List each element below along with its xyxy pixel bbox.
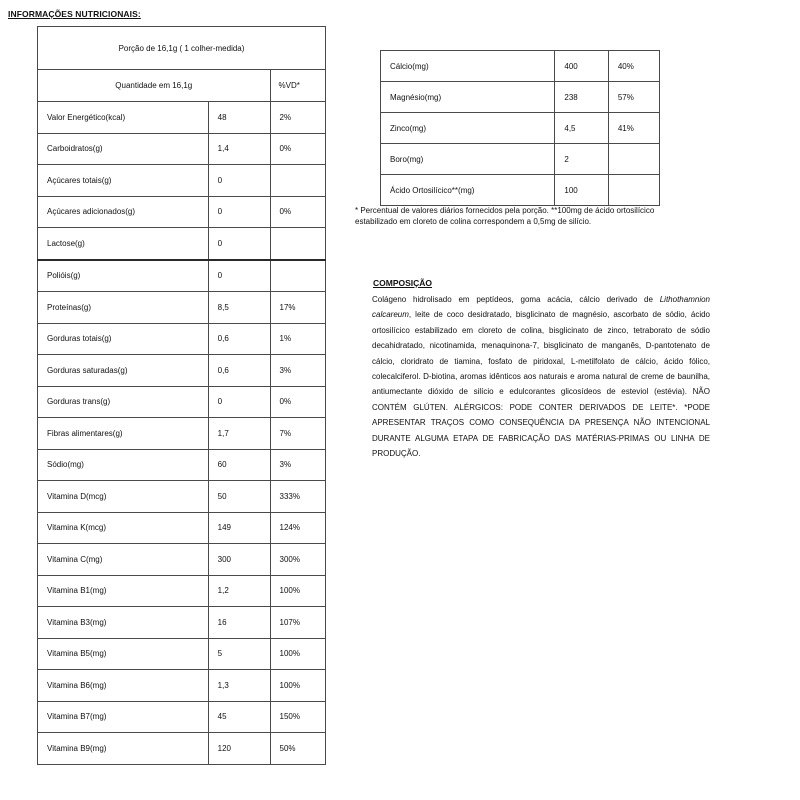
- nutrient-name: Ácido Ortosilícico**(mg): [381, 175, 555, 206]
- nutrient-quantity: 50: [208, 481, 270, 513]
- nutrient-quantity: 48: [208, 102, 270, 134]
- nutrient-vd: 3%: [270, 449, 325, 481]
- nutrient-vd: 0%: [270, 133, 325, 165]
- nutrient-quantity: 0: [208, 196, 270, 228]
- table-row: [38, 512, 326, 544]
- nutrient-name: Lactose(g): [38, 228, 209, 260]
- table-row: [38, 133, 326, 165]
- nutrient-vd: 1%: [270, 323, 325, 355]
- nutrient-vd: 150%: [270, 701, 325, 733]
- table-row: [381, 51, 660, 82]
- nutrient-vd: [270, 260, 325, 292]
- table-row: [38, 228, 326, 260]
- table-row: [38, 670, 326, 702]
- nutrient-vd: [608, 144, 659, 175]
- nutrient-vd: [270, 165, 325, 197]
- nutrient-quantity: 5: [208, 638, 270, 670]
- footnote: * Percentual de valores diários fornecidos pela porção. **100mg de ácido ortosilícico estabilizado em cloreto de colina correspondem a 0,5mg de silício.: [355, 206, 655, 226]
- table-row: [381, 113, 660, 144]
- nutrient-quantity: 0,6: [208, 355, 270, 387]
- table-row: [38, 355, 326, 387]
- table-row: [38, 638, 326, 670]
- nutrient-name: Gorduras saturadas(g): [38, 355, 209, 387]
- nutrient-vd: 300%: [270, 544, 325, 576]
- nutrient-name: Gorduras totais(g): [38, 323, 209, 355]
- nutrient-name: Magnésio(mg): [381, 82, 555, 113]
- nutrient-name: Vitamina K(mcg): [38, 512, 209, 544]
- nutrient-quantity: 0: [208, 386, 270, 418]
- nutrient-quantity: 120: [208, 733, 270, 765]
- nutrient-quantity: 100: [555, 175, 608, 206]
- nutrient-name: Boro(mg): [381, 144, 555, 175]
- nutrient-quantity: 45: [208, 701, 270, 733]
- nutrient-vd: 100%: [270, 575, 325, 607]
- nutrient-quantity: 0: [208, 165, 270, 197]
- table-row: [38, 165, 326, 197]
- table-row: [38, 607, 326, 639]
- nutrient-quantity: 238: [555, 82, 608, 113]
- table-row: [38, 386, 326, 418]
- nutrient-quantity: 16: [208, 607, 270, 639]
- table-row: [38, 481, 326, 513]
- nutrient-name: Vitamina B6(mg): [38, 670, 209, 702]
- nutrient-name: Zinco(mg): [381, 113, 555, 144]
- quantity-header: Quantidade em 16,1g: [38, 70, 271, 102]
- composition-text: [372, 292, 710, 461]
- table-row: [38, 260, 326, 292]
- nutrient-vd: 100%: [270, 670, 325, 702]
- portion-cell: Porção de 16,1g ( 1 colher-medida): [38, 27, 326, 70]
- nutrient-name: Vitamina D(mcg): [38, 481, 209, 513]
- nutrient-vd: 100%: [270, 638, 325, 670]
- nutrient-quantity: 1,3: [208, 670, 270, 702]
- nutrient-vd: 0%: [270, 386, 325, 418]
- table-row: [38, 449, 326, 481]
- vd-header: %VD*: [270, 70, 325, 102]
- nutrient-name: Polióis(g): [38, 260, 209, 292]
- nutrient-vd: 124%: [270, 512, 325, 544]
- nutrient-name: Valor Energético(kcal): [38, 102, 209, 134]
- composition-text-part1: Colágeno hidrolisado em peptídeos, goma acácia, cálcio derivado de: [372, 295, 660, 304]
- nutrient-vd: 0%: [270, 196, 325, 228]
- nutrient-quantity: 0: [208, 260, 270, 292]
- nutrient-quantity: 4,5: [555, 113, 608, 144]
- header-row: [38, 70, 326, 102]
- table-row: [38, 292, 326, 324]
- nutrient-quantity: 2: [555, 144, 608, 175]
- nutrient-quantity: 1,4: [208, 133, 270, 165]
- nutrient-quantity: 0: [208, 228, 270, 260]
- nutrient-vd: 50%: [270, 733, 325, 765]
- page-heading: INFORMAÇÕES NUTRICIONAIS:: [8, 9, 141, 19]
- nutrient-name: Vitamina B1(mg): [38, 575, 209, 607]
- nutrient-quantity: 1,2: [208, 575, 270, 607]
- table-row: [38, 733, 326, 765]
- table-row: [38, 575, 326, 607]
- nutrient-name: Vitamina C(mg): [38, 544, 209, 576]
- table-row: [381, 144, 660, 175]
- table-row: [38, 102, 326, 134]
- nutrient-quantity: 60: [208, 449, 270, 481]
- nutrient-vd: 2%: [270, 102, 325, 134]
- nutrient-quantity: 1,7: [208, 418, 270, 450]
- table-row: [381, 175, 660, 206]
- nutrient-name: Cálcio(mg): [381, 51, 555, 82]
- nutrient-vd: 3%: [270, 355, 325, 387]
- nutrient-name: Carboidratos(g): [38, 133, 209, 165]
- nutrient-name: Proteínas(g): [38, 292, 209, 324]
- portion-row: [38, 27, 326, 70]
- nutrient-name: Vitamina B5(mg): [38, 638, 209, 670]
- nutrient-vd: 17%: [270, 292, 325, 324]
- nutrient-name: Vitamina B3(mg): [38, 607, 209, 639]
- nutrient-vd: [608, 175, 659, 206]
- nutrient-name: Gorduras trans(g): [38, 386, 209, 418]
- table-row: [38, 544, 326, 576]
- table-row: [38, 418, 326, 450]
- nutrient-vd: 107%: [270, 607, 325, 639]
- nutrient-vd: [270, 228, 325, 260]
- nutrient-name: Fibras alimentares(g): [38, 418, 209, 450]
- nutrient-name: Açúcares totais(g): [38, 165, 209, 197]
- nutrition-table: [37, 26, 326, 765]
- nutrient-quantity: 0,6: [208, 323, 270, 355]
- composition-text-part2: , leite de coco desidratado, bisglicinato de magnésio, ascorbato de sódio, ácido ortosilícico estabilizado em cloreto de colina, bisglicinato de zinco, tetraborato de sódio decahidratado, nicotinamida, menaquinona-7, bisglicinato de manganês, D-pantotenato de cálcio, cloridrato de tiamina, fosfato de piridoxal, L-metilfolato de cálcio, ácido fólico, colecalciferol. D-biotina, aromas idênticos aos naturais e aroma natural de creme de baunilha, antiumectante dióxido de silício e edulcorantes glicosídeos de esteviol (estévia). NÃO CONTÉM GLÚTEN. ALÉRGICOS: PODE CONTER DERIVADOS DE LEITE*. *PODE APRESENTAR TRAÇOS COMO CONSEQUÊNCIA DA PRESENÇA NÃO INTENCIONAL DURANTE ALGUMA ETAPA DE FABRICAÇÃO DAS MATÉRIAS-PRIMAS OU LINHA DE PRODUÇÃO.: [372, 310, 710, 459]
- table-row: [38, 196, 326, 228]
- nutrient-vd: 41%: [608, 113, 659, 144]
- nutrient-quantity: 149: [208, 512, 270, 544]
- composition-title: COMPOSIÇÃO: [373, 278, 433, 288]
- nutrient-vd: 7%: [270, 418, 325, 450]
- nutrient-name: Vitamina B7(mg): [38, 701, 209, 733]
- nutrient-quantity: 400: [555, 51, 608, 82]
- nutrient-quantity: 300: [208, 544, 270, 576]
- table-row: [381, 82, 660, 113]
- table-row: [38, 323, 326, 355]
- minerals-table: [380, 50, 660, 206]
- nutrient-name: Vitamina B9(mg): [38, 733, 209, 765]
- nutrient-name: Sódio(mg): [38, 449, 209, 481]
- nutrient-vd: 333%: [270, 481, 325, 513]
- nutrient-vd: 40%: [608, 51, 659, 82]
- nutrient-vd: 57%: [608, 82, 659, 113]
- nutrient-name: Açúcares adicionados(g): [38, 196, 209, 228]
- composition-species-name: Lithothamnion calcareum: [372, 295, 710, 320]
- nutrient-quantity: 8,5: [208, 292, 270, 324]
- table-row: [38, 701, 326, 733]
